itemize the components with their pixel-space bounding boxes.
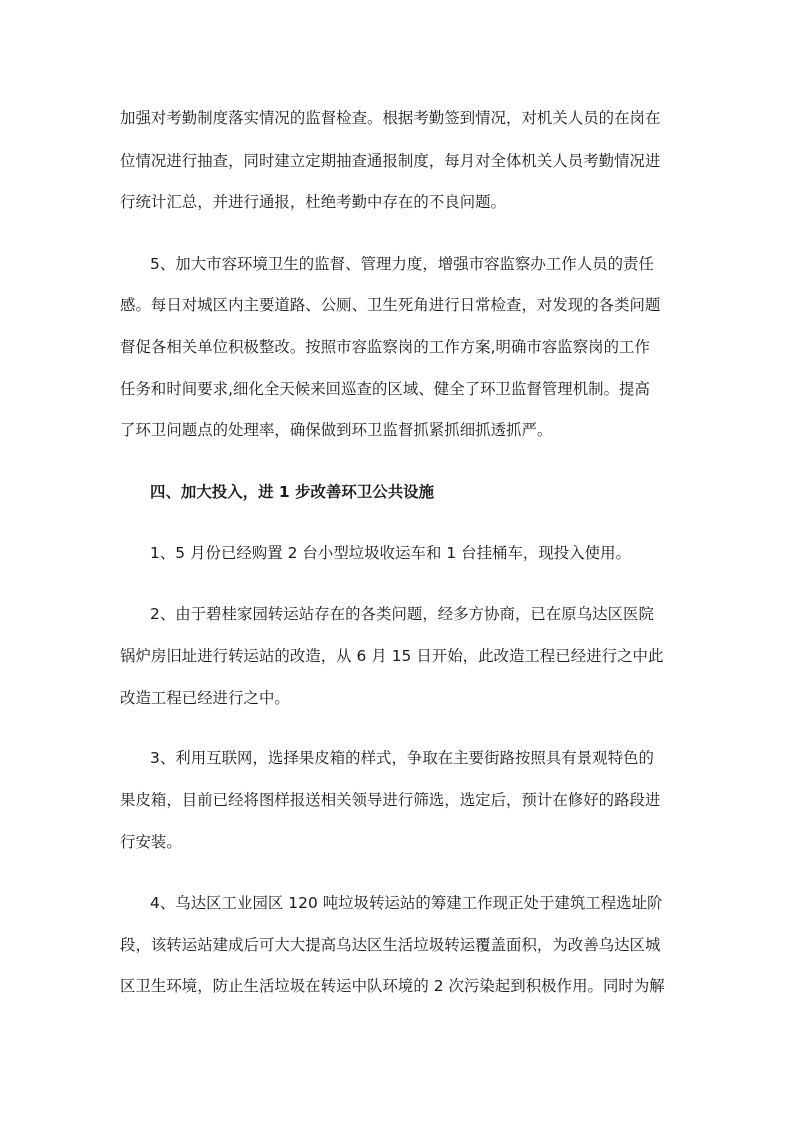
paragraph-line: 加强对考勤制度落实情况的监督检查。根据考勤签到情况，对机关人员的在岗在: [120, 109, 661, 127]
paragraph-line: 行统计汇总，并进行通报，杜绝考勤中存在的不良问题。: [120, 193, 507, 211]
paragraph-line: 改造工程已经进行之中。: [120, 689, 290, 707]
paragraph-line: 位情况进行抽查，同时建立定期抽查通报制度，每月对全体机关人员考勤情况进: [120, 152, 661, 170]
paragraph-line: 果皮箱，目前已经将图样报送相关领导进行筛选，选定后，预计在修好的路段进: [120, 791, 661, 809]
paragraph-line: 感。每日对城区内主要道路、公厕、卫生死角进行日常检查，对发现的各类问题: [120, 296, 661, 314]
paragraph-line: 区卫生环境，防止生活垃圾在转运中队环境的 2 次污染起到积极作用。同时为解: [120, 977, 665, 995]
paragraph-line: 4、乌达区工业园区 120 吨垃圾转运站的筹建工作现正处于建筑工程选址阶: [150, 894, 663, 912]
section-heading: 四、加大投入，进 1 步改善环卫公共设施: [150, 483, 435, 501]
paragraph-line: 锅炉房旧址进行转运站的改造，从 6 月 15 日开始，此改造工程已经进行之中此: [120, 647, 664, 665]
paragraph-line: 行安装。: [120, 833, 182, 851]
paragraph-line: 督促各相关单位积极整改。按照市容监察岗的工作方案,明确市容监察岗的工作: [120, 338, 650, 356]
paragraph-line: 段，该转运站建成后可大大提高乌达区生活垃圾转运覆盖面积，为改善乌达区城: [120, 936, 661, 954]
paragraph-line: 任务和时间要求,细化全天候来回巡查的区域、健全了环卫监督管理机制。提高: [120, 380, 650, 398]
paragraph-line: 3、利用互联网，选择果皮箱的样式，争取在主要街路按照具有景观特色的: [150, 749, 654, 767]
paragraph-line: 了环卫问题点的处理率，确保做到环卫监督抓紧抓细抓透抓严。: [120, 421, 553, 439]
paragraph-line: 2、由于碧桂家园转运站存在的各类问题，经多方协商，已在原乌达区医院: [150, 605, 654, 623]
paragraph-line: 1、5 月份已经购置 2 台小型垃圾收运车和 1 台挂桶车，现投入使用。: [150, 544, 631, 562]
paragraph-line: 5、加大市容环境卫生的监督、管理力度，增强市容监察办工作人员的责任: [150, 255, 654, 273]
